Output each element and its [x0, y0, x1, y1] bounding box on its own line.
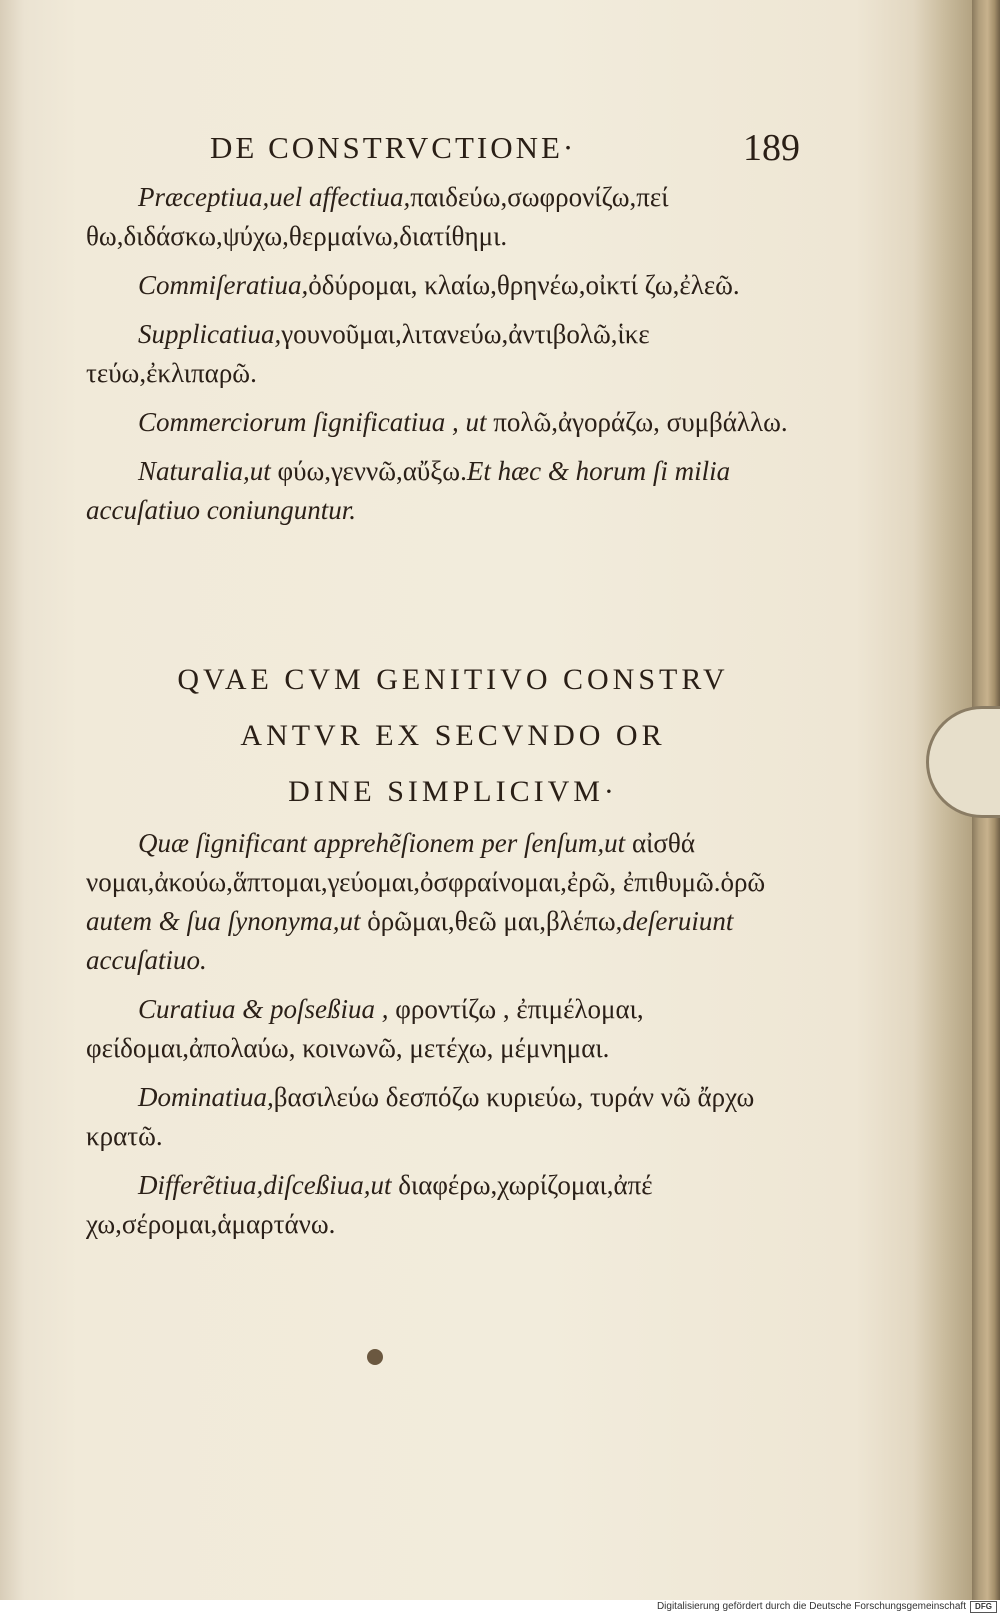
page-header: [210, 126, 800, 174]
section-heading-line-2: ANTVR EX SECVNDO OR: [240, 719, 666, 752]
paragraph-supplicatiua: [86, 315, 794, 393]
latin-text: Commerciorum ſignificatiua , ut: [138, 407, 487, 437]
lower-text-block: [86, 824, 794, 1254]
greek-text: διαφέρω,χωρίζομαι,ἀπέ χω,σέρομαι,ἁμαρτάνω.: [86, 1170, 653, 1239]
latin-text: Commiſeratiua,: [138, 270, 309, 300]
section-heading: [118, 652, 788, 820]
greek-text: ὀδύρομαι, κλαίω,θρηνέω,οἰκτί ζω,ἐλεῶ.: [308, 270, 740, 300]
ink-spot: [367, 1349, 383, 1365]
digitization-credit: Digitalisierung gefördert durch die Deutsche Forschungsgemeinschaft: [656, 1601, 966, 1612]
greek-text: ὁρῶμαι,θεῶ μαι,βλέπω,: [367, 906, 623, 936]
latin-text: Differẽtiua,diſceßiua,ut: [138, 1170, 392, 1200]
latin-text: Dominatiua,: [138, 1082, 274, 1112]
latin-text: Præceptiua,uel affectiua,: [138, 182, 411, 212]
running-head: DE CONSTRVCTIONE·: [210, 130, 577, 165]
dfg-logo: DFG: [970, 1601, 997, 1613]
latin-text: autem & ſua ſynonyma,ut: [86, 906, 361, 936]
paragraph-naturalia: [86, 452, 794, 530]
greek-text: γουνοῦμαι,λιτανεύω,ἀντιβολῶ,ἱκε τεύω,ἐκλιπαρῶ.: [86, 319, 650, 388]
paragraph-sensus: [86, 824, 794, 980]
latin-text: deſeruiunt accuſatiuo.: [86, 906, 734, 975]
greek-text: φροντίζω , ἐπιμέλομαι, φείδομαι,ἀπολαύω, κοινωνῶ, μετέχω, μέμνημαι.: [86, 994, 644, 1063]
greek-text: πολῶ,ἀγοράζω, συμβάλλω.: [493, 407, 788, 437]
paragraph-commiseratiua: [86, 266, 794, 305]
latin-text: Curatiua & poſseßiua ,: [138, 994, 389, 1024]
latin-text: Supplicatiua,: [138, 319, 282, 349]
greek-text: βασιλεύω δεσπόζω κυριεύω, τυράν νῶ ἄρχω κρατῶ.: [86, 1082, 755, 1151]
paragraph-dominatiua: [86, 1078, 794, 1156]
page-number: 189: [743, 127, 800, 169]
paragraph-differentiua: [86, 1166, 794, 1244]
paragraph-commerciorum: [86, 403, 794, 442]
section-heading-line-3: DINE SIMPLICIVM·: [288, 775, 618, 808]
paragraph-curatiua: [86, 990, 794, 1068]
greek-text: παιδεύω,σωφρονίζω,πεί θω,διδάσκω,ψύχω,θερμαίνω,διατίθημι.: [86, 182, 669, 251]
latin-text: Quæ ſignificant apprehẽſionem per ſenſum,ut: [138, 828, 626, 858]
greek-text: αἰσθά νομαι,ἀκούω,ἅπτομαι,γεύομαι,ὀσφραίνομαι,ἐρῶ, ἐπιθυμῶ.ὁρῶ: [86, 828, 766, 897]
latin-text: Naturalia,ut: [138, 456, 271, 486]
paragraph-praeceptiua: [86, 178, 794, 256]
greek-text: φύω,γεννῶ,αὔξω.: [277, 456, 467, 486]
latin-text: Et hæc & horum ſi milia accuſatiuo coniunguntur.: [86, 456, 731, 525]
upper-text-block: [86, 178, 794, 540]
section-heading-line-1: QVAE CVM GENITIVO CONSTRV: [177, 663, 729, 696]
